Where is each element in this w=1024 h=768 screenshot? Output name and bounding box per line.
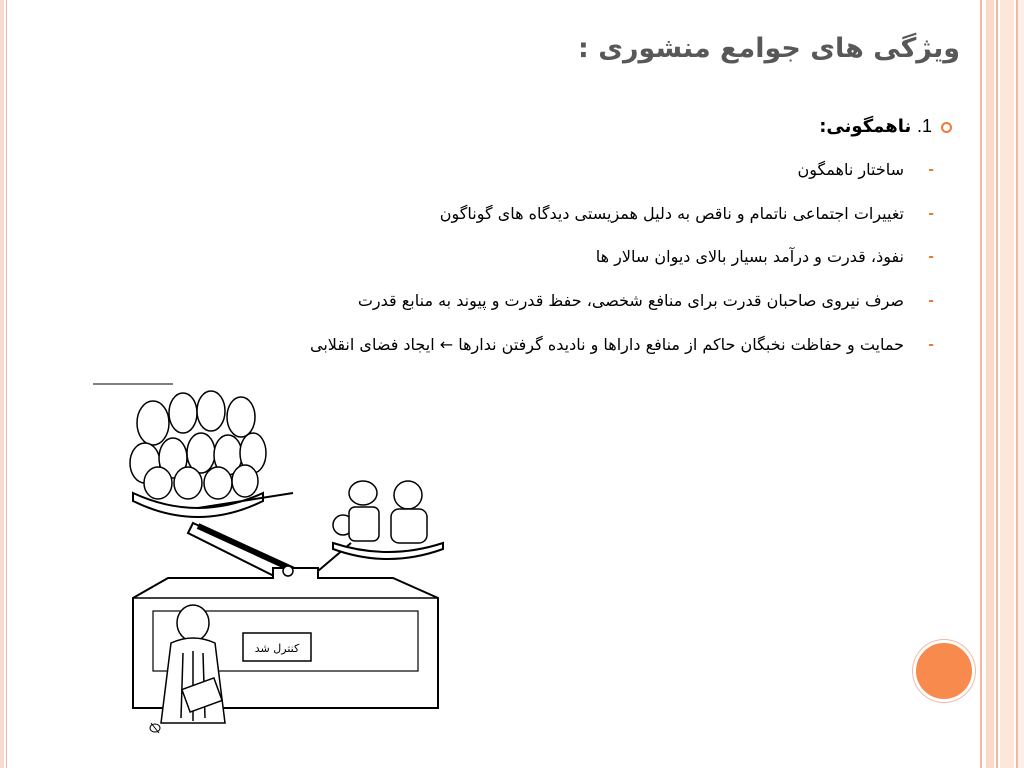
list-item-text: تغییرات اجتماعی ناتمام و ناقص به دلیل همزیستی دیدگاه های گوناگون	[439, 204, 904, 223]
heading-number: 1.	[916, 116, 932, 136]
ring-bullet-icon	[941, 122, 952, 133]
list-item	[84, 244, 934, 270]
heading-label: ناهمگونی:	[819, 116, 912, 137]
list-item	[84, 332, 934, 358]
right-stripe	[986, 0, 994, 768]
list-item	[84, 201, 934, 227]
right-stripe	[1000, 0, 1014, 768]
dash-bullet-icon: -	[928, 293, 934, 309]
list-item-text: ساختار ناهمگون	[797, 160, 904, 179]
dash-bullet-icon: -	[928, 337, 934, 353]
dash-bullet-icon: -	[928, 206, 934, 222]
left-border-decoration	[0, 0, 4, 768]
crowd-group	[130, 391, 266, 499]
cartoon-illustration	[93, 383, 462, 738]
list-item-text: نفوذ، قدرت و درآمد بسیار بالای دیوان سالار ها	[595, 247, 904, 266]
dash-bullet-icon: -	[928, 249, 934, 265]
right-stripe	[996, 0, 998, 768]
list-item	[84, 157, 934, 183]
left-border-line	[6, 0, 7, 768]
section-heading	[232, 112, 932, 141]
list-item	[84, 288, 934, 314]
dash-bullet-icon: -	[928, 162, 934, 178]
decorative-circle	[913, 640, 975, 702]
box-label-text: کنترل شد	[254, 642, 300, 655]
right-stripe	[980, 0, 982, 768]
list-item-text: صرف نیروی صاحبان قدرت برای منافع شخصی، حفظ قدرت و پیوند به منابع قدرت	[357, 291, 904, 310]
slide-title: ویژگی های جوامع منشوری :	[578, 33, 960, 64]
list-item-text: حمایت و حفاظت نخبگان حاکم از منافع داراها و نادیده گرفتن ندارها ← ایجاد فضای انقلابی	[310, 335, 904, 354]
right-stripe	[1018, 0, 1024, 768]
